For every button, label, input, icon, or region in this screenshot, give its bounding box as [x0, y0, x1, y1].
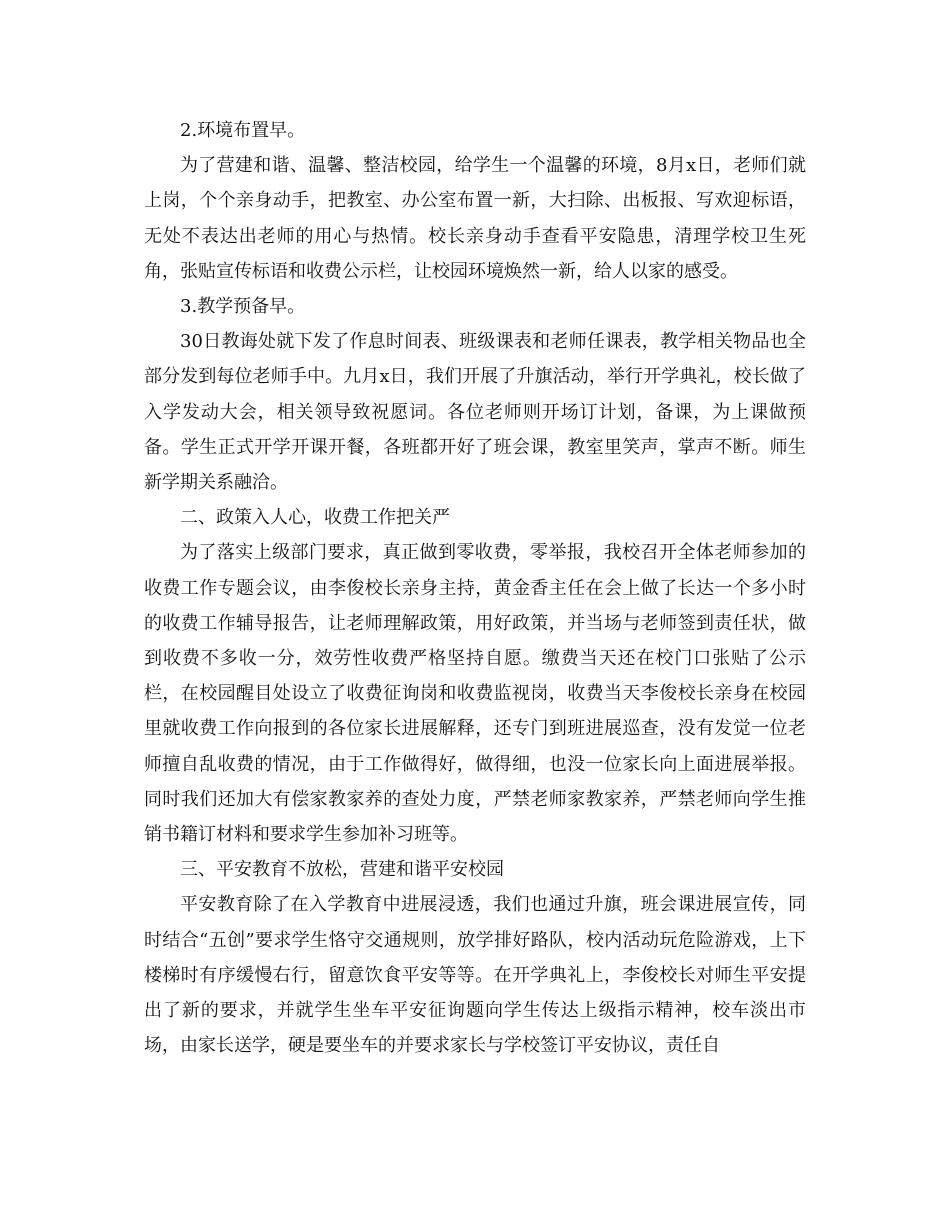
paragraph-environment: 为了营建和谐、温馨、整洁校园，给学生一个温馨的环境，8月x日，老师们就上岗，个个亲身动手，把教室、办公室布置一新，大扫除、出板报、写欢迎标语，无处不表达出老师的用心与热情。校长亲身动手查看平安隐患，清理学校卫生死角，张贴宣传标语和收费公示栏，让校园环境焕然一新，给人以家的感受。: [144, 155, 806, 282]
heading-safety: 三、平安教育不放松，营建和谐平安校园: [180, 859, 504, 881]
paragraph-teaching: 30日教诲处就下发了作息时间表、班级课表和老师任课表，教学相关物品也全部分发到每位老师手中。九月x日，我们开展了升旗活动，举行开学典礼，校长做了入学发动大会，相关领导致祝愿词。各位老师则开场订计划，备课，为上课做预备。学生正式开学开课开餐，各班都开好了班会课，教室里笑声，掌声不断。师生新学期关系融洽。: [144, 331, 806, 494]
heading-fees: 二、政策入人心，收费工作把关严: [180, 507, 450, 529]
subheading-teaching: 3.教学预备早。: [180, 296, 306, 318]
subheading-environment: 2.环境布置早。: [180, 120, 306, 141]
paragraph-safety: 平安教育除了在入学教育中进展浸透，我们也通过升旗，班会课进展宣传，同时结合“五创”要求学生恪守交通规则，放学排好路队，校内活动玩危险游戏，上下楼梯时有序缓慢右行，留意饮食平安等等。在开学典礼上，李俊校长对师生平安提出了新的要求，并就学生坐车平安征询题向学生传达上级指示精神，校车淡出市场，由家长送学，硬是要坐车的并要求家长与学校签订平安协议，责任自: [144, 894, 806, 1057]
paragraph-fees: 为了落实上级部门要求，真正做到零收费，零举报，我校召开全体老师参加的收费工作专题会议，由李俊校长亲身主持，黄金香主任在会上做了长达一个多小时的收费工作辅导报告，让老师理解政策，用好政策，并当场与老师签到责任状，做到收费不多收一分，效劳性收费严格坚持自愿。缴费当天还在校门口张贴了公示栏，在校园醒目处设立了收费征询岗和收费监视岗，收费当天李俊校长亲身在校园里就收费工作向报到的各位家长进展解释，还专门到班进展巡查，没有发觉一位老师擅自乱收费的情况，由于工作做得好，做得细，也没一位家长向上面进展举报。同时我们还加大有偿家教家养的查处力度，严禁老师家教家养，严禁老师向学生推销书籍订材料和要求学生参加补习班等。: [144, 542, 806, 846]
document-page: [144, 113, 806, 1063]
